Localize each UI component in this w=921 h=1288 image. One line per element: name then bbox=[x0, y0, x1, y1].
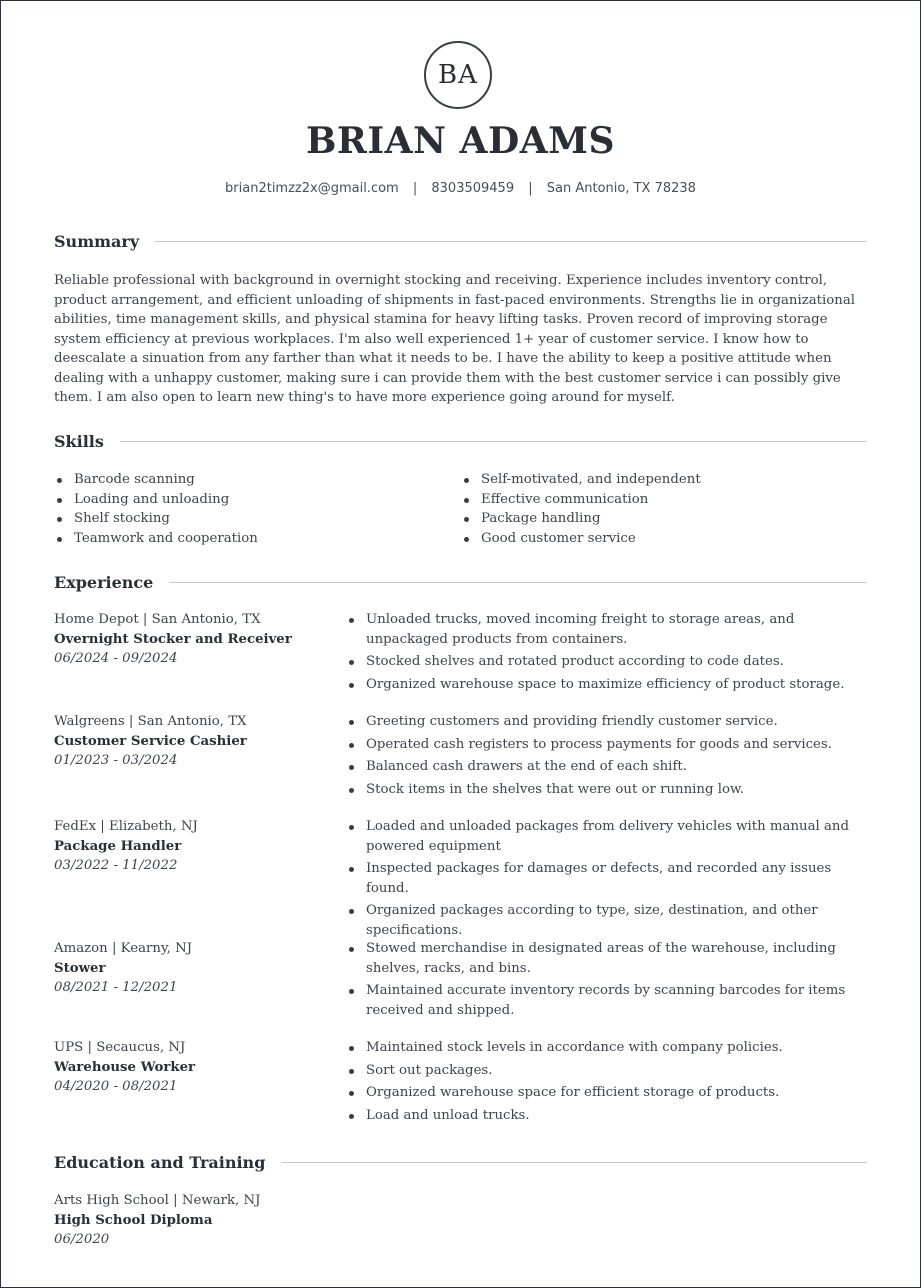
job-info bbox=[54, 939, 324, 998]
contact-separator: | bbox=[412, 181, 418, 196]
education-school: Arts High School | Newark, NJ bbox=[54, 1193, 261, 1208]
monogram-initials: BA bbox=[438, 60, 478, 90]
job-duty: Stowed merchandise in designated areas of the warehouse, including shelves, racks, and bins. bbox=[346, 939, 866, 978]
job-title: Stower bbox=[54, 960, 106, 976]
job-duties bbox=[346, 817, 866, 943]
job-dates: 08/2021 - 12/2021 bbox=[54, 980, 178, 996]
section-header-education bbox=[54, 1152, 867, 1172]
skills-column-right bbox=[461, 470, 861, 549]
job-company: UPS | Secaucus, NJ bbox=[54, 1040, 186, 1055]
job-duty: Operated cash registers to process payments for goods and services. bbox=[346, 735, 866, 755]
job-duty: Stock items in the shelves that were out or running low. bbox=[346, 780, 866, 800]
skill-item: Shelf stocking bbox=[54, 509, 444, 529]
job-title: Package Handler bbox=[54, 838, 182, 854]
section-header-summary bbox=[54, 231, 867, 251]
job-duty: Sort out packages. bbox=[346, 1061, 866, 1081]
skills-column-left bbox=[54, 470, 444, 549]
job-duty: Organized warehouse space to maximize efficiency of product storage. bbox=[346, 675, 866, 695]
skill-item: Good customer service bbox=[461, 529, 861, 549]
candidate-name: BRIAN ADAMS bbox=[306, 120, 615, 162]
job-title: Warehouse Worker bbox=[54, 1059, 196, 1075]
skill-item: Loading and unloading bbox=[54, 490, 444, 510]
section-divider bbox=[120, 441, 867, 442]
job-dates: 03/2022 - 11/2022 bbox=[54, 858, 178, 874]
education-date: 06/2020 bbox=[54, 1232, 110, 1248]
section-divider bbox=[169, 582, 867, 583]
job-duty: Maintained accurate inventory records by scanning barcodes for items received and shipped. bbox=[346, 981, 866, 1020]
contact-phone: 8303509459 bbox=[431, 181, 515, 196]
education-info bbox=[54, 1191, 324, 1250]
section-title: Experience bbox=[54, 572, 154, 592]
job-duties bbox=[346, 939, 866, 1023]
job-company: Walgreens | San Antonio, TX bbox=[54, 714, 247, 729]
job-dates: 04/2020 - 08/2021 bbox=[54, 1079, 178, 1095]
section-title: Education and Training bbox=[54, 1152, 266, 1172]
job-info bbox=[54, 712, 324, 771]
section-divider bbox=[281, 1162, 867, 1163]
contact-line bbox=[1, 181, 920, 196]
job-duty: Balanced cash drawers at the end of each shift. bbox=[346, 757, 866, 777]
job-duty: Greeting customers and providing friendly customer service. bbox=[346, 712, 866, 732]
job-company: Home Depot | San Antonio, TX bbox=[54, 612, 261, 627]
job-title: Customer Service Cashier bbox=[54, 733, 247, 749]
job-duty: Maintained stock levels in accordance with company policies. bbox=[346, 1038, 866, 1058]
job-company: Amazon | Kearny, NJ bbox=[54, 941, 193, 956]
job-dates: 01/2023 - 03/2024 bbox=[54, 753, 178, 769]
skill-item: Self-motivated, and independent bbox=[461, 470, 861, 490]
job-company: FedEx | Elizabeth, NJ bbox=[54, 819, 198, 834]
job-info bbox=[54, 610, 324, 669]
skill-item: Package handling bbox=[461, 509, 861, 529]
skill-item: Effective communication bbox=[461, 490, 861, 510]
job-dates: 06/2024 - 09/2024 bbox=[54, 651, 178, 667]
job-info bbox=[54, 817, 324, 876]
section-header-skills bbox=[54, 431, 867, 451]
job-duty: Stocked shelves and rotated product according to code dates. bbox=[346, 652, 866, 672]
summary-text: Reliable professional with background in overnight stocking and receiving. Experience includes inventory control, product arrangement, and efficient unloading of shipments in fast-paced environments. Strengths lie in organizational abilities, time management skills, and physical stamina for heavy lifting tasks. Proven record of improving storage system efficiency at previous workplaces. I'm also well experienced 1+ year of customer service. I know how to deescalate a sinuation from any farther than what it needs to be. I have the ability to keep a positive attitude when dealing with a unhappy customer, making sure i can provide them with the best customer service i can possibly give them. I am also open to learn new thing's to have more experience going around for myself. bbox=[54, 273, 856, 405]
section-header-experience bbox=[54, 572, 867, 592]
section-divider bbox=[155, 241, 867, 242]
job-duty: Inspected packages for damages or defects, and recorded any issues found. bbox=[346, 859, 866, 898]
job-duty: Unloaded trucks, moved incoming freight to storage areas, and unpackaged products from containers. bbox=[346, 610, 866, 649]
skill-item: Barcode scanning bbox=[54, 470, 444, 490]
job-info bbox=[54, 1038, 324, 1097]
contact-email: brian2timzz2x@gmail.com bbox=[225, 181, 399, 196]
contact-location: San Antonio, TX 78238 bbox=[546, 181, 696, 196]
job-duty: Organized packages according to type, size, destination, and other specifications. bbox=[346, 901, 866, 940]
monogram-circle bbox=[424, 41, 492, 109]
contact-separator: | bbox=[528, 181, 533, 196]
job-duty: Loaded and unloaded packages from delivery vehicles with manual and powered equipment bbox=[346, 817, 866, 856]
job-duties bbox=[346, 712, 866, 802]
job-duties bbox=[346, 1038, 866, 1128]
job-duty: Organized warehouse space for efficient storage of products. bbox=[346, 1083, 866, 1103]
education-degree: High School Diploma bbox=[54, 1212, 213, 1228]
section-title: Summary bbox=[54, 231, 140, 251]
job-title: Overnight Stocker and Receiver bbox=[54, 631, 292, 647]
section-title: Skills bbox=[54, 431, 104, 451]
skill-item: Teamwork and cooperation bbox=[54, 529, 444, 549]
job-duties bbox=[346, 610, 866, 697]
job-duty: Load and unload trucks. bbox=[346, 1106, 866, 1126]
